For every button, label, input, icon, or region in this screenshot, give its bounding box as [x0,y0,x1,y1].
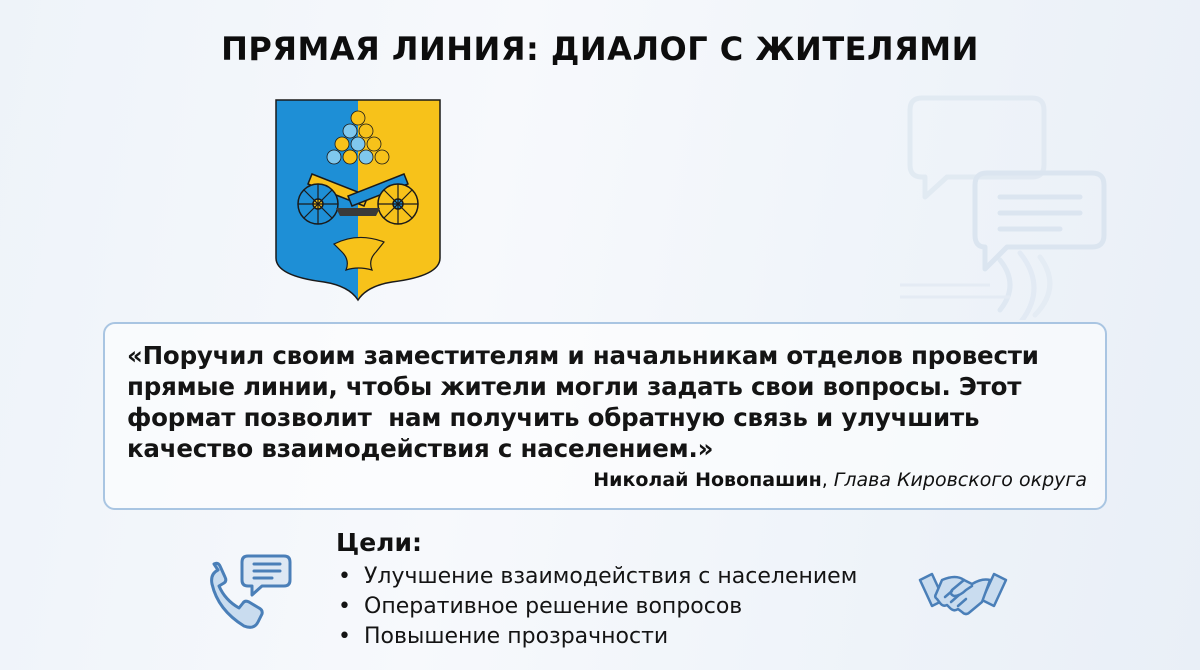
goals-list [336,562,857,652]
author-name: Николай Новопашин [593,469,822,491]
goal-item: • Повышение прозрачности [336,622,857,652]
handshake-icon [918,562,1008,622]
coat-of-arms-icon [272,96,444,302]
chat-bubbles-icon [900,85,1110,320]
goal-item: • Оперативное решение вопросов [336,592,857,622]
quote-line: качество взаимодействия с населением.» [127,434,714,463]
quote-line: прямые линии, чтобы жители могли задать свои вопросы. Этот [127,372,1022,401]
author-position: Глава Кировского округа [833,469,1087,491]
quote-text [127,340,1087,464]
quote-line: формат позволит нам получить обратную связь и улучшить [127,403,980,432]
phone-chat-icon [204,550,296,634]
quote-line: «Поручил своим заместителям и начальникам отделов провести [127,341,1039,370]
attribution-separator: , [821,469,834,491]
quote-attribution [593,469,1087,491]
quote-box [103,322,1107,510]
goal-item: • Улучшение взаимодействия с населением [336,562,857,592]
goals-title: Цели: [336,528,422,557]
page-title: ПРЯМАЯ ЛИНИЯ: ДИАЛОГ С ЖИТЕЛЯМИ [221,30,979,68]
